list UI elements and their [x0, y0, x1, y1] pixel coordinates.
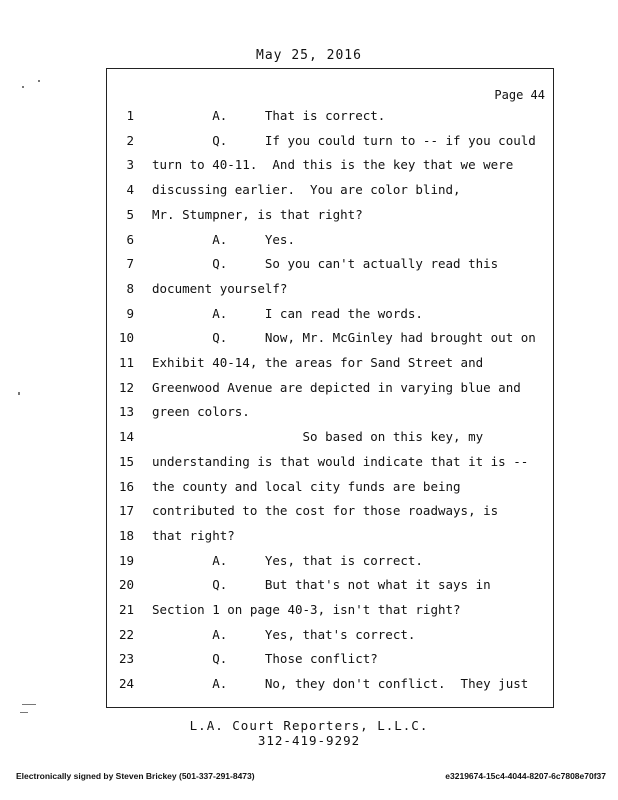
- transcript-line: [0, 651, 618, 669]
- line-number: 15: [118, 453, 134, 469]
- electronic-signature: Electronically signed by Steven Brickey (501-337-291-8473): [16, 771, 255, 781]
- line-text: A. That is correct.: [152, 108, 386, 123]
- transcript-line: [0, 256, 618, 274]
- line-text: Exhibit 40-14, the areas for Sand Street and: [152, 355, 484, 370]
- line-text: turn to 40-11. And this is the key that we were: [152, 157, 514, 173]
- line-number: 22: [118, 626, 134, 642]
- scan-speck: [38, 80, 40, 82]
- transcript-line: [0, 380, 618, 398]
- transcript-line: [0, 479, 618, 497]
- transcript-line: [0, 676, 618, 694]
- line-text: Section 1 on page 40-3, isn't that right?: [152, 602, 461, 617]
- transcript-line: [0, 355, 618, 373]
- line-number: 20: [118, 577, 134, 593]
- transcript-line: [0, 429, 618, 447]
- line-number: 12: [118, 379, 134, 395]
- transcript-line: [0, 108, 618, 126]
- transcript-line: [0, 306, 618, 324]
- line-text: So based on this key, my: [152, 429, 484, 445]
- line-number: 10: [118, 330, 134, 346]
- reporter-phone: 312-419-9292: [257, 733, 361, 748]
- line-text: A. Yes, that's correct.: [152, 626, 416, 642]
- line-text: Q. Now, Mr. McGinley had brought out on: [152, 330, 536, 346]
- scan-speck: [22, 86, 24, 88]
- transcript-line: [0, 133, 618, 151]
- line-number: 16: [118, 478, 134, 494]
- document-hash: e3219674-15c4-4044-8207-6c7808e70f37: [445, 771, 606, 781]
- line-number: 18: [118, 527, 134, 543]
- transcript-line: [0, 627, 618, 645]
- line-number: 1: [126, 108, 134, 123]
- line-number: 14: [118, 429, 134, 445]
- scan-speck: [20, 712, 28, 713]
- line-text: green colors.: [152, 404, 250, 420]
- transcript-line: [0, 503, 618, 521]
- transcript-line: [0, 404, 618, 422]
- line-text: A. Yes, that is correct.: [152, 552, 423, 568]
- line-text: Q. So you can't actually read this: [152, 256, 499, 272]
- line-number: 21: [118, 602, 134, 617]
- line-text: that right?: [152, 527, 235, 543]
- transcript-line: [0, 182, 618, 200]
- line-number: 11: [118, 355, 134, 370]
- transcript-line: [0, 281, 618, 299]
- line-text: discussing earlier. You are color blind,: [152, 182, 461, 198]
- transcript-date: May 25, 2016: [256, 48, 362, 63]
- line-text: Q. But that's not what it says in: [152, 577, 491, 593]
- line-number: 3: [126, 157, 134, 173]
- line-text: A. Yes.: [152, 231, 295, 247]
- transcript-line: [0, 553, 618, 571]
- line-number: 19: [118, 552, 134, 568]
- reporter-firm: L.A. Court Reporters, L.L.C.: [189, 718, 429, 733]
- transcript-line: [0, 157, 618, 175]
- scan-speck: [18, 392, 20, 395]
- line-text: the county and local city funds are being: [152, 478, 461, 494]
- line-number: 23: [118, 651, 134, 667]
- line-number: 13: [118, 404, 134, 420]
- line-number: 2: [126, 132, 134, 148]
- scan-speck: [22, 704, 36, 705]
- line-number: 24: [118, 676, 134, 692]
- line-text: contributed to the cost for those roadways, is: [152, 503, 499, 519]
- transcript-line: [0, 602, 618, 620]
- page-number: Page 44: [494, 88, 545, 102]
- line-text: A. No, they don't conflict. They just: [152, 676, 529, 692]
- line-number: 8: [126, 280, 134, 296]
- line-number: 7: [126, 256, 134, 272]
- line-text: Q. Those conflict?: [152, 651, 378, 667]
- transcript-line: [0, 330, 618, 348]
- line-number: 6: [126, 231, 134, 247]
- line-text: document yourself?: [152, 280, 288, 296]
- transcript-line: [0, 454, 618, 472]
- line-number: 5: [126, 206, 134, 222]
- line-text: Q. If you could turn to -- if you could: [152, 132, 536, 148]
- line-text: Mr. Stumpner, is that right?: [152, 206, 363, 222]
- line-number: 17: [118, 503, 134, 519]
- line-number: 9: [126, 305, 134, 321]
- transcript-line: [0, 232, 618, 250]
- line-text: A. I can read the words.: [152, 305, 423, 321]
- transcript-line: [0, 577, 618, 595]
- transcript-line: [0, 528, 618, 546]
- transcript-line: [0, 207, 618, 225]
- line-text: understanding is that would indicate that it is --: [152, 453, 529, 469]
- line-number: 4: [126, 182, 134, 198]
- line-text: Greenwood Avenue are depicted in varying blue and: [152, 379, 521, 395]
